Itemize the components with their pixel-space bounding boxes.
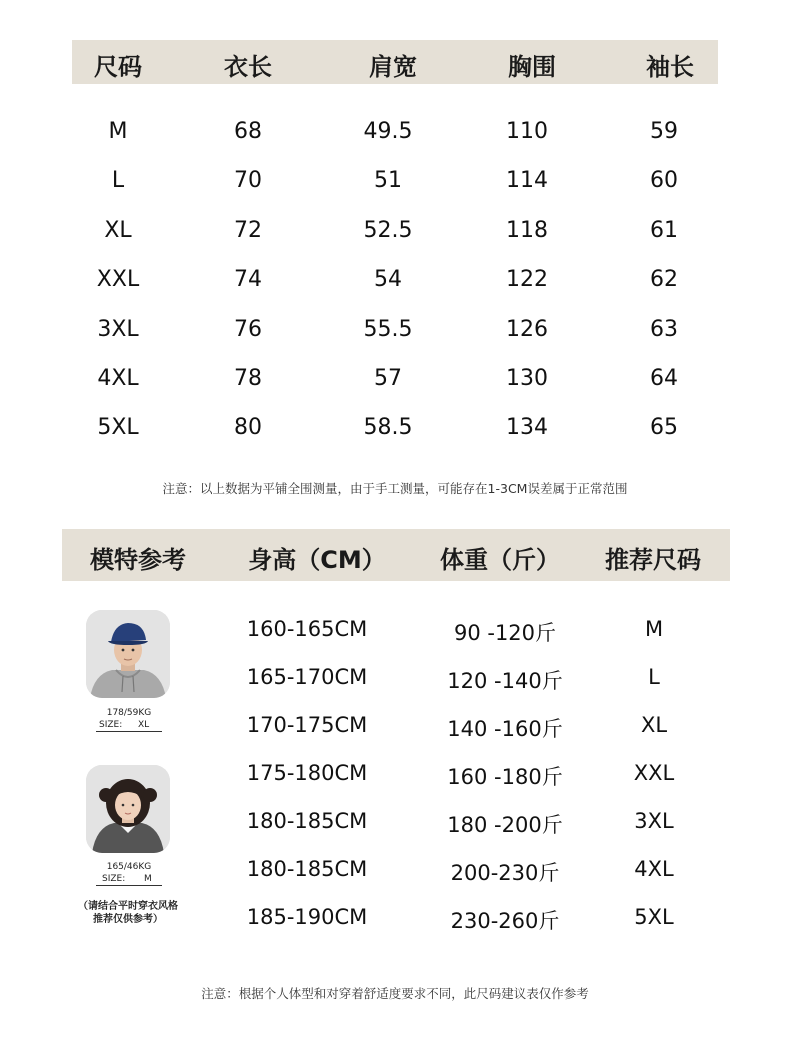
size-cell-length: 72 bbox=[234, 217, 262, 243]
model-header-weight: 体重（斤） bbox=[440, 546, 560, 574]
size-cell-sleeve: 60 bbox=[650, 168, 678, 194]
model-size-line-female bbox=[96, 874, 162, 886]
size-cell-shoulder: 52.5 bbox=[363, 217, 413, 243]
model-cell-recommend: L bbox=[648, 665, 660, 689]
size-cell-chest: 114 bbox=[506, 168, 548, 194]
model-size-line-male bbox=[96, 720, 162, 732]
size-cell-sleeve: 61 bbox=[650, 217, 678, 243]
size-cell-shoulder: 55.5 bbox=[363, 316, 413, 342]
size-cell-sleeve: 64 bbox=[650, 366, 678, 391]
model-table-note: 注意：根据个人体型和对穿着舒适度要求不同，此尺码建议表仅作参考 bbox=[201, 986, 589, 1001]
size-cell-length: 74 bbox=[234, 267, 262, 293]
model-cell-weight: 180 -200斤 bbox=[447, 813, 563, 837]
size-header-size: 尺码 bbox=[94, 53, 142, 81]
model-cell-recommend: 3XL bbox=[634, 809, 674, 833]
model-size-value-male: XL bbox=[138, 720, 150, 730]
size-header-chest: 胸围 bbox=[508, 53, 556, 81]
size-cell-shoulder: 49.5 bbox=[363, 119, 413, 144]
size-cell-chest: 122 bbox=[506, 267, 548, 293]
model-cell-height: 175-180CM bbox=[246, 761, 368, 785]
size-cell-sleeve: 63 bbox=[650, 316, 678, 342]
model-cell-recommend: 4XL bbox=[634, 857, 674, 881]
size-header-shoulder: 肩宽 bbox=[369, 53, 417, 81]
model-stats-female: 165/46KG bbox=[106, 862, 152, 872]
size-header-length: 衣长 bbox=[224, 53, 272, 81]
model-size-label-female: SIZE: bbox=[102, 874, 126, 884]
size-cell-chest: 130 bbox=[506, 366, 548, 391]
model-cell-height: 170-175CM bbox=[246, 713, 368, 737]
model-cell-recommend: XL bbox=[640, 713, 668, 737]
model-cell-height: 185-190CM bbox=[246, 905, 368, 929]
size-cell-length: 78 bbox=[234, 366, 262, 391]
size-cell-length: 68 bbox=[234, 119, 262, 144]
size-cell-shoulder: 57 bbox=[374, 366, 402, 391]
size-cell-sleeve: 59 bbox=[650, 119, 678, 144]
model-remark-line2: 推荐仅供参考） bbox=[93, 914, 163, 925]
size-cell-shoulder: 54 bbox=[374, 267, 402, 293]
model-cell-recommend: M bbox=[644, 617, 664, 641]
size-cell-chest: 118 bbox=[506, 217, 548, 243]
size-cell-shoulder: 51 bbox=[374, 168, 402, 194]
model-header-reference: 模特参考 bbox=[90, 546, 186, 574]
model-header-recommend: 推荐尺码 bbox=[605, 546, 701, 574]
size-cell-sleeve: 65 bbox=[650, 415, 678, 441]
model-cell-height: 180-185CM bbox=[246, 809, 368, 833]
model-cell-weight: 200-230斤 bbox=[450, 861, 560, 885]
model-size-value-female: M bbox=[144, 874, 152, 884]
size-cell-size: M bbox=[108, 119, 128, 144]
model-cell-weight: 90 -120斤 bbox=[453, 621, 557, 645]
model-photo-female bbox=[86, 765, 170, 853]
model-cell-weight: 230-260斤 bbox=[450, 909, 560, 933]
size-header-sleeve: 袖长 bbox=[646, 53, 694, 81]
model-cell-weight: 160 -180斤 bbox=[447, 765, 563, 789]
model-cell-height: 180-185CM bbox=[246, 857, 368, 881]
model-cell-weight: 120 -140斤 bbox=[447, 669, 563, 693]
size-cell-shoulder: 58.5 bbox=[363, 415, 413, 441]
size-cell-length: 76 bbox=[234, 316, 262, 342]
model-cell-weight: 140 -160斤 bbox=[447, 717, 563, 741]
size-cell-size: 5XL bbox=[97, 415, 139, 441]
model-cell-recommend: XXL bbox=[633, 761, 675, 785]
size-cell-length: 70 bbox=[234, 168, 262, 194]
model-cell-recommend: 5XL bbox=[634, 905, 674, 929]
size-cell-chest: 126 bbox=[506, 316, 548, 342]
size-cell-chest: 134 bbox=[506, 415, 548, 441]
size-cell-length: 80 bbox=[234, 415, 262, 441]
size-table-note: 注意：以上数据为平铺全围测量，由于手工测量，可能存在1-3CM误差属于正常范围 bbox=[162, 481, 628, 496]
size-cell-size: L bbox=[111, 168, 125, 194]
model-photo-male bbox=[86, 610, 170, 698]
size-cell-size: 4XL bbox=[97, 366, 139, 391]
model-cell-height: 160-165CM bbox=[246, 617, 368, 641]
size-cell-sleeve: 62 bbox=[650, 267, 678, 293]
model-header-height: 身高（CM） bbox=[248, 546, 386, 574]
model-stats-male: 178/59KG bbox=[106, 708, 152, 718]
model-cell-height: 165-170CM bbox=[246, 665, 368, 689]
model-remark-line1: （请结合平时穿衣风格 bbox=[78, 901, 178, 912]
model-size-label-male: SIZE: bbox=[99, 720, 123, 730]
size-cell-size: 3XL bbox=[97, 316, 139, 342]
size-cell-size: XL bbox=[104, 217, 132, 243]
size-cell-chest: 110 bbox=[506, 119, 548, 144]
size-cell-size: XXL bbox=[96, 267, 140, 293]
